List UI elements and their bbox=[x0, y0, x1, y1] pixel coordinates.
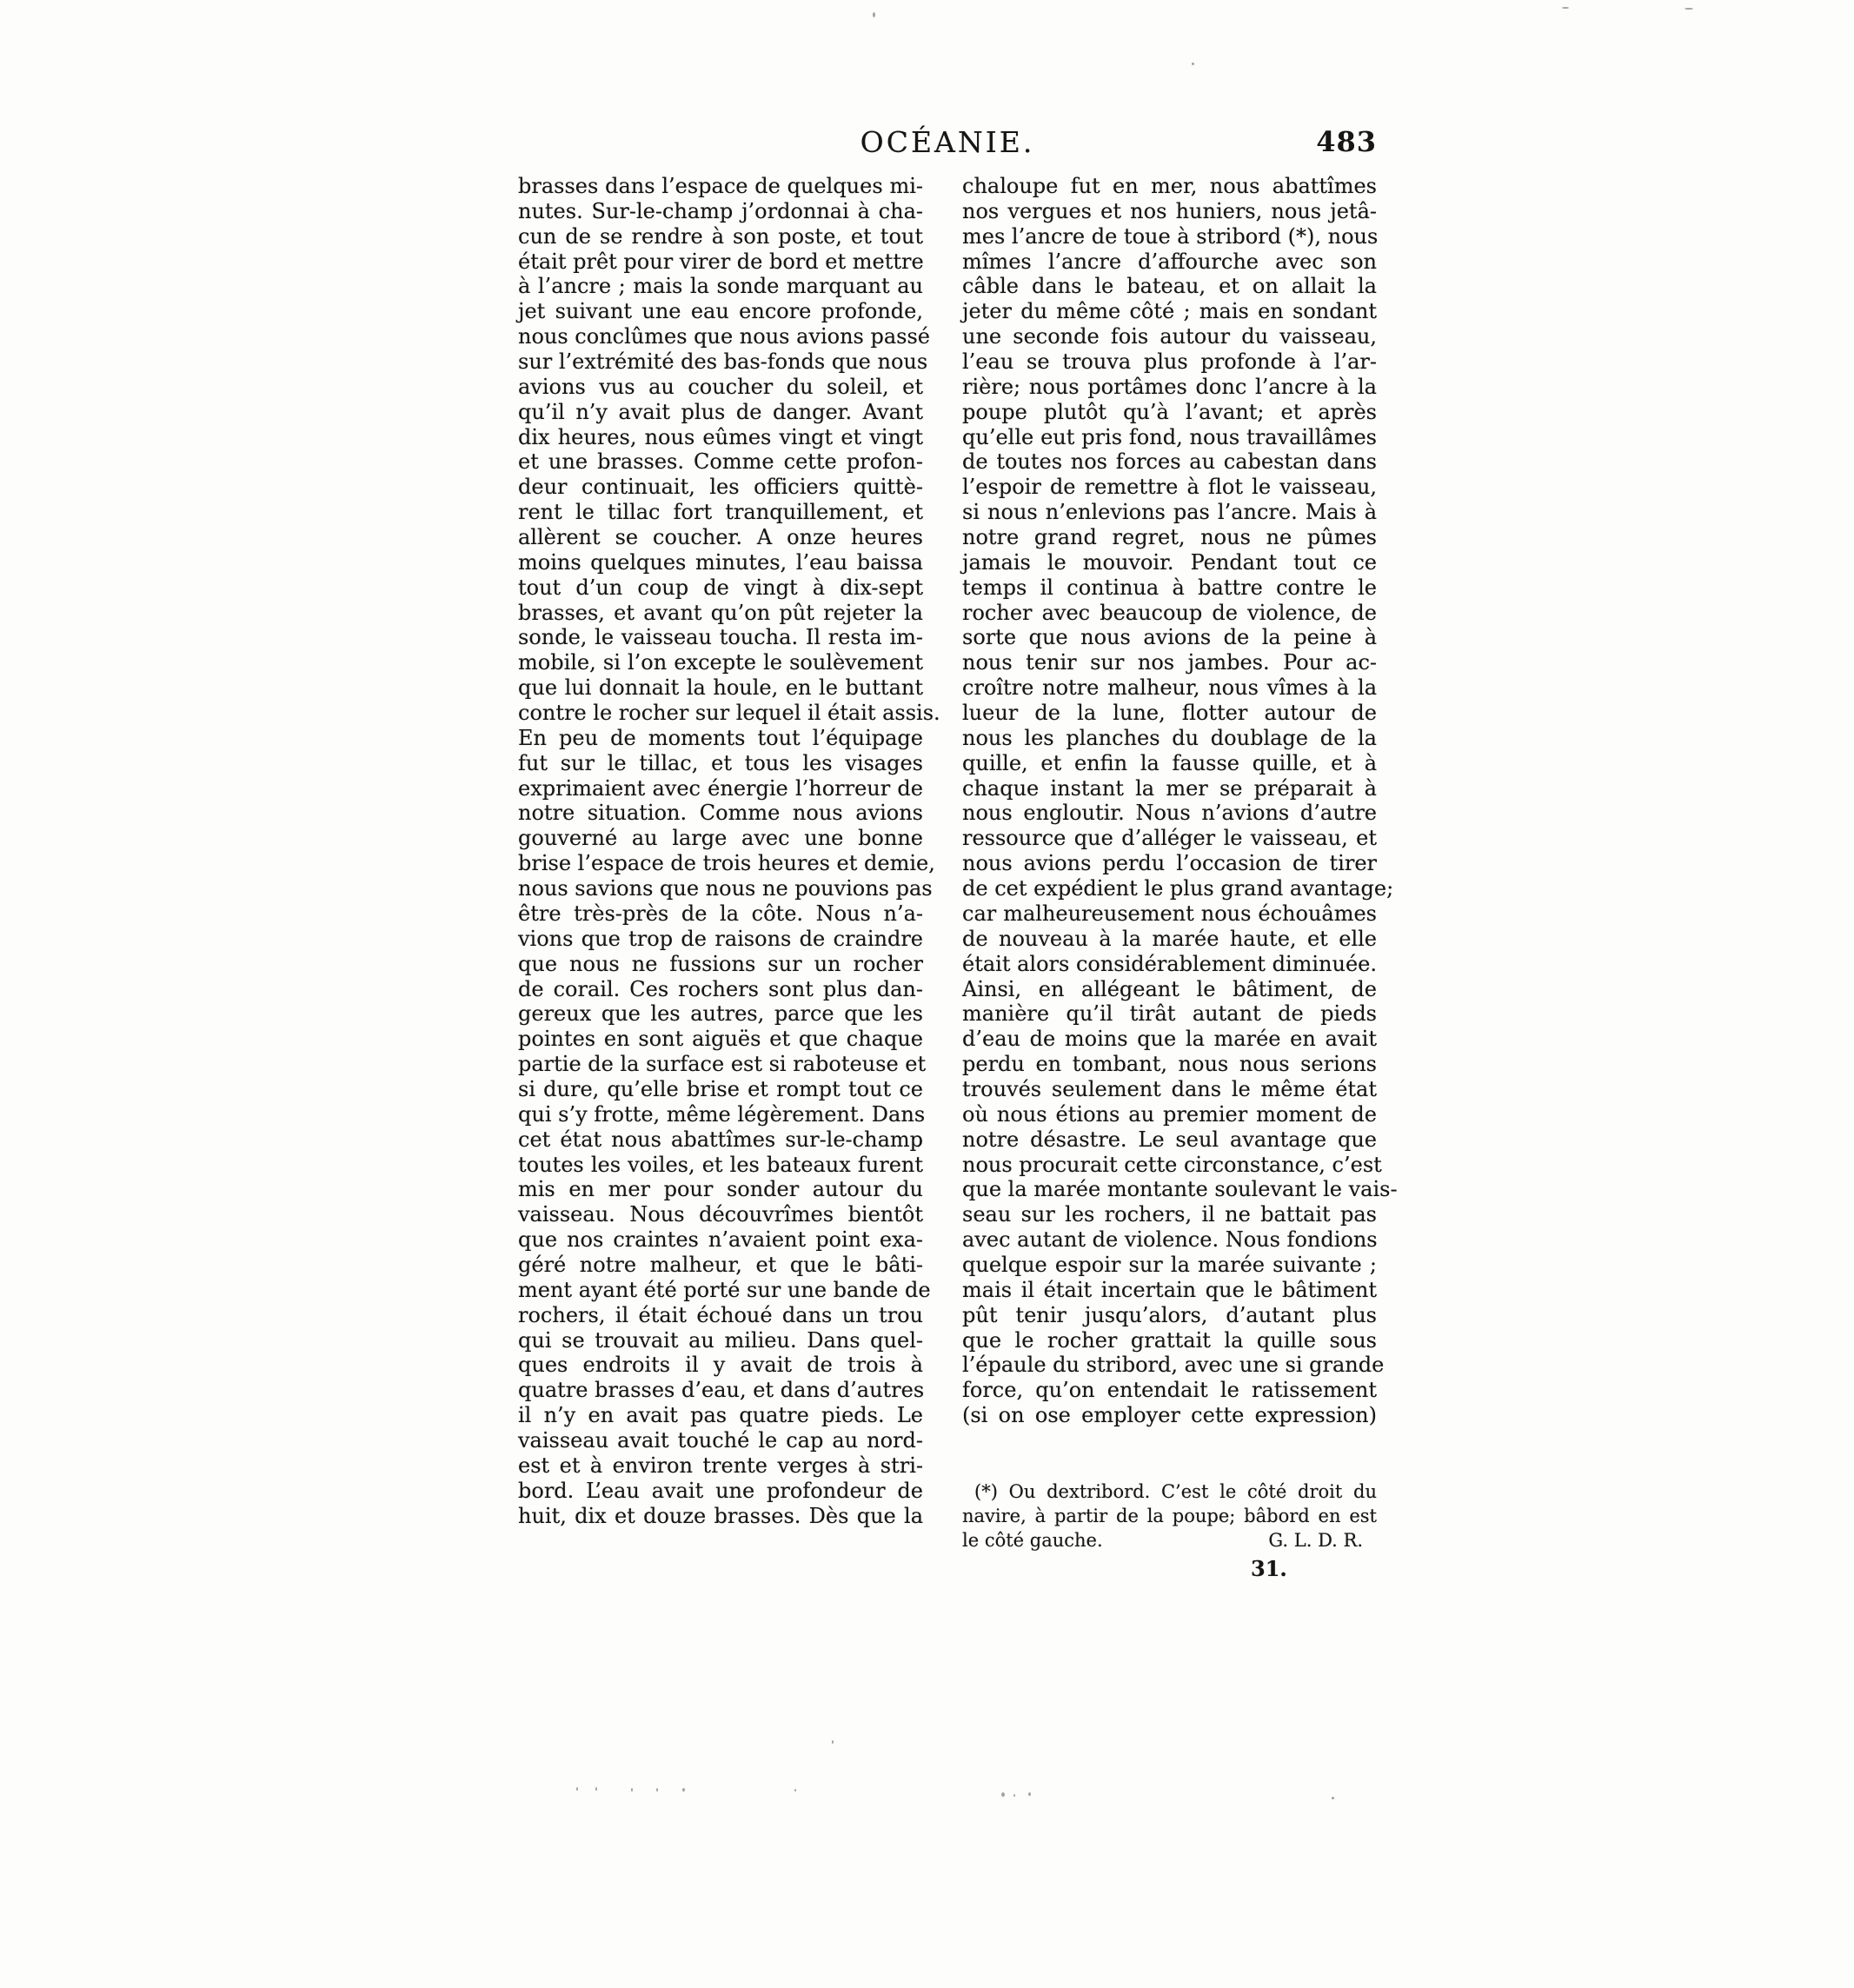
text-line: nous engloutir. Nous n’avions d’autre bbox=[962, 801, 1377, 826]
text-line: qu’il n’y avait plus de danger. Avant bbox=[518, 399, 923, 424]
text-line: chaloupe fut en mer, nous abattîmes bbox=[962, 174, 1377, 198]
text-line: (*) Ou dextribord. C’est le côté droit du bbox=[974, 1480, 1377, 1502]
text-line: dix heures, nous eûmes vingt et vingt bbox=[518, 424, 923, 449]
text-line: gereux que les autres, parce que les bbox=[518, 1001, 923, 1027]
text-line: partie de la surface est si raboteuse et bbox=[518, 1052, 927, 1077]
text-line: rent le tillac fort tranquillement, et bbox=[518, 500, 923, 525]
text-line: huit, dix et douze brasses. Dès que la bbox=[518, 1503, 923, 1528]
text-line: de cet expédient le plus grand avantage; bbox=[962, 876, 1394, 901]
text-line: l’espoir de remettre à flot le vaisseau, bbox=[962, 475, 1377, 500]
text-line: brise l’espace de trois heures et demie, bbox=[518, 851, 935, 876]
text-line: gouverné au large avec une bonne bbox=[518, 826, 923, 851]
text-line: fut sur le tillac, et tous les visages bbox=[518, 750, 923, 775]
scan-speck bbox=[595, 1787, 597, 1791]
text-line: nous les planches du doublage de la bbox=[962, 725, 1377, 750]
text-line: deur continuait, les officiers quittè- bbox=[518, 475, 923, 500]
text-line: vaisseau. Nous découvrîmes bientôt bbox=[518, 1202, 923, 1227]
text-line: poupe plutôt qu’à l’avant; et après bbox=[962, 399, 1377, 424]
text-line: nous savions que nous ne pouvions pas bbox=[518, 876, 933, 901]
footnote bbox=[962, 1479, 1377, 1582]
text-line: il n’y en avait pas quatre pieds. Le bbox=[518, 1403, 923, 1428]
scan-speck bbox=[1332, 1797, 1334, 1799]
scan-speck bbox=[794, 1789, 796, 1792]
text-line: que lui donnait la houle, en le buttant bbox=[518, 675, 923, 701]
text-line: nous conclûmes que nous avions passé bbox=[518, 324, 930, 349]
text-line: force, qu’on entendait le ratissement bbox=[962, 1378, 1377, 1403]
text-line: câble dans le bateau, et on allait la bbox=[962, 274, 1377, 299]
text-line: croître notre malheur, nous vîmes à la bbox=[962, 675, 1377, 701]
footnote-last-text: le côté gauche. bbox=[962, 1529, 1103, 1551]
text-line: quatre brasses d’eau, et dans d’autres bbox=[518, 1378, 925, 1403]
text-line: rière; nous portâmes donc l’ancre à la bbox=[962, 374, 1377, 399]
text-line: nos vergues et nos huniers, nous jetâ- bbox=[962, 198, 1377, 223]
text-line: de nouveau à la marée haute, et elle bbox=[962, 926, 1377, 951]
left-text-column bbox=[518, 174, 940, 1528]
text-line: rocher avec beaucoup de violence, de bbox=[962, 600, 1377, 625]
text-line: était prêt pour virer de bord et mettre bbox=[518, 249, 924, 274]
text-line: manière qu’il tirât autant de pieds bbox=[962, 1001, 1377, 1027]
text-line: de corail. Ces rochers sont plus dan- bbox=[518, 976, 923, 1001]
right-text-column bbox=[962, 174, 1398, 1582]
scan-speck bbox=[832, 1740, 834, 1744]
text-line: mis en mer pour sonder autour du bbox=[518, 1177, 923, 1202]
text-line: vions que trop de raisons de craindre bbox=[518, 926, 923, 951]
text-line: jeter du même côté ; mais en sondant bbox=[962, 299, 1377, 324]
text-line: nutes. Sur-le-champ j’ordonnai à cha- bbox=[518, 198, 923, 223]
text-line: qui se trouvait au milieu. Dans quel- bbox=[518, 1327, 923, 1353]
text-line: nous procurait cette circonstance, c’est bbox=[962, 1152, 1382, 1177]
text-line: si nous n’enlevions pas l’ancre. Mais à bbox=[962, 500, 1377, 525]
scan-speck bbox=[873, 12, 875, 17]
text-line: bord. L’eau avait une profondeur de bbox=[518, 1478, 923, 1503]
text-line: et une brasses. Comme cette profon- bbox=[518, 449, 923, 475]
footnote-last-line bbox=[962, 1528, 1377, 1553]
text-line: contre le rocher sur lequel il était assis. bbox=[518, 701, 940, 726]
text-line: tout d’un coup de vingt à dix-sept bbox=[518, 575, 923, 600]
scan-speck bbox=[1685, 8, 1693, 10]
text-line: que nous ne fussions sur un rocher bbox=[518, 951, 923, 976]
text-line: cet état nous abattîmes sur-le-champ bbox=[518, 1127, 923, 1152]
text-line: car malheureusement nous échouâmes bbox=[962, 901, 1377, 926]
footnote-body bbox=[962, 1479, 1377, 1528]
text-line: à l’ancre ; mais la sonde marquant au bbox=[518, 274, 923, 299]
scan-speck bbox=[1562, 7, 1569, 9]
text-line: notre grand regret, nous ne pûmes bbox=[962, 525, 1377, 550]
text-line: ques endroits il y avait de trois à bbox=[518, 1353, 923, 1378]
text-line: si dure, qu’elle brise et rompt tout ce bbox=[518, 1076, 923, 1101]
text-line: perdu en tombant, nous nous serions bbox=[962, 1052, 1377, 1077]
right-column-body bbox=[962, 174, 1398, 1428]
page-number: 483 bbox=[1316, 125, 1377, 158]
text-line: que nos craintes n’avaient point exa- bbox=[518, 1227, 923, 1253]
text-line: sorte que nous avions de la peine à bbox=[962, 625, 1377, 650]
text-line: exprimaient avec énergie l’horreur de bbox=[518, 775, 923, 801]
text-line: géré notre malheur, et que le bâti- bbox=[518, 1252, 923, 1277]
text-line: mes l’ancre de toue à stribord (*), nous bbox=[962, 223, 1379, 249]
text-line: mais il était incertain que le bâtiment bbox=[962, 1277, 1377, 1302]
text-line: quille, et enfin la fausse quille, et à bbox=[962, 750, 1377, 775]
text-line: brasses, et avant qu’on pût rejeter la bbox=[518, 600, 923, 625]
text-line: toutes les voiles, et les bateaux furent bbox=[518, 1152, 923, 1177]
text-line: nous avions perdu l’occasion de tirer bbox=[962, 851, 1377, 876]
scan-speck bbox=[682, 1788, 685, 1792]
running-title: OCÉANIE. bbox=[860, 125, 1035, 159]
text-line: nous tenir sur nos jambes. Pour ac- bbox=[962, 650, 1377, 675]
text-line: une seconde fois autour du vaisseau, bbox=[962, 324, 1377, 349]
scan-speck bbox=[1013, 1794, 1015, 1797]
text-line: pointes en sont aiguës et que chaque bbox=[518, 1027, 923, 1052]
text-line: allèrent se coucher. A onze heures bbox=[518, 525, 923, 550]
scan-speck bbox=[656, 1788, 658, 1792]
text-line: notre désastre. Le seul avantage que bbox=[962, 1127, 1377, 1152]
text-line: l’eau se trouva plus profonde à l’ar- bbox=[962, 349, 1377, 375]
text-line: de toutes nos forces au cabestan dans bbox=[962, 449, 1377, 475]
scan-speck bbox=[1001, 1792, 1005, 1797]
text-line: était alors considérablement diminuée. bbox=[962, 951, 1377, 976]
text-line: être très-près de la côte. Nous n’a- bbox=[518, 901, 923, 926]
text-line: mobile, si l’on excepte le soulèvement bbox=[518, 650, 923, 675]
text-line: navire, à partir de la poupe; bâbord en est bbox=[962, 1505, 1377, 1526]
text-line: trouvés seulement dans le même état bbox=[962, 1076, 1377, 1101]
text-line: moins quelques minutes, l’eau baissa bbox=[518, 549, 923, 575]
footnote-signature: G. L. D. R. bbox=[1268, 1529, 1363, 1551]
text-line: que le rocher grattait la quille sous bbox=[962, 1327, 1377, 1353]
text-line: sur l’extrémité des bas-fonds que nous bbox=[518, 349, 928, 375]
text-line: où nous étions au premier moment de bbox=[962, 1101, 1377, 1127]
text-line: d’eau de moins que la marée en avait bbox=[962, 1027, 1377, 1052]
text-line: cun de se rendre à son poste, et tout bbox=[518, 223, 923, 249]
text-line: lueur de la lune, flotter autour de bbox=[962, 701, 1377, 726]
sheet-mark: 31. bbox=[1251, 1555, 1287, 1581]
text-line: seau sur les rochers, il ne battait pas bbox=[962, 1202, 1377, 1227]
text-line: Ainsi, en allégeant le bâtiment, de bbox=[962, 976, 1377, 1001]
text-line: avec autant de violence. Nous fondions bbox=[962, 1227, 1378, 1253]
text-line: jamais le mouvoir. Pendant tout ce bbox=[962, 549, 1377, 575]
text-line: pût tenir jusqu’alors, d’autant plus bbox=[962, 1302, 1377, 1327]
text-line: ment ayant été porté sur une bande de bbox=[518, 1277, 931, 1302]
text-line: est et à environ trente verges à stri- bbox=[518, 1453, 923, 1478]
text-line: brasses dans l’espace de quelques mi- bbox=[518, 174, 923, 198]
text-line: ressource que d’alléger le vaisseau, et bbox=[962, 826, 1377, 851]
text-line: temps il continua à battre contre le bbox=[962, 575, 1377, 600]
text-line: l’épaule du stribord, avec une si grande bbox=[962, 1353, 1385, 1378]
scan-speck bbox=[1028, 1792, 1031, 1796]
text-line: notre situation. Comme nous avions bbox=[518, 801, 923, 826]
text-line: mîmes l’ancre d’affourche avec son bbox=[962, 249, 1377, 274]
text-line: vaisseau avait touché le cap au nord- bbox=[518, 1427, 923, 1453]
text-line: avions vus au coucher du soleil, et bbox=[518, 374, 923, 399]
text-line: qui s’y frotte, même légèrement. Dans bbox=[518, 1101, 926, 1127]
scan-speck bbox=[1192, 63, 1194, 65]
text-line: (si on ose employer cette expression) bbox=[962, 1403, 1377, 1428]
scan-speck bbox=[576, 1787, 578, 1791]
text-line: En peu de moments tout l’équipage bbox=[518, 725, 923, 750]
text-line: qu’elle eut pris fond, nous travaillâmes bbox=[962, 424, 1377, 449]
text-line: quelque espoir sur la marée suivante ; bbox=[962, 1252, 1377, 1277]
text-line: sonde, le vaisseau toucha. Il resta im- bbox=[518, 625, 923, 650]
text-line: rochers, il était échoué dans un trou bbox=[518, 1302, 923, 1327]
text-line: jet suivant une eau encore profonde, bbox=[518, 299, 923, 324]
text-line: chaque instant la mer se préparait à bbox=[962, 775, 1377, 801]
text-line: que la marée montante soulevant le vais- bbox=[962, 1177, 1398, 1202]
scan-speck bbox=[631, 1788, 633, 1792]
